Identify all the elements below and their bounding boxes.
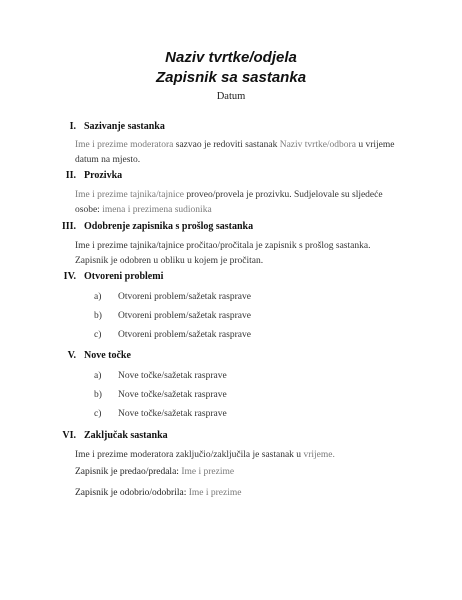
submitted-by-field [75, 467, 234, 477]
section-heading-6 [52, 430, 168, 441]
section-title: Otvoreni problemi [84, 271, 164, 282]
section-body-3 [75, 239, 397, 269]
section-heading-5 [52, 350, 131, 361]
document-title: Zapisnik sa sastanka [155, 69, 307, 86]
field-label: Zapisnik je odobrio/odobrila: [75, 488, 189, 498]
list-item-text: Nove točke/sažetak rasprave [118, 390, 227, 400]
list-item-text: Otvoreni problem/sažetak rasprave [118, 292, 251, 302]
section-title: Sazivanje sastanka [84, 121, 165, 132]
section-heading-4 [52, 271, 163, 282]
secretary-name-placeholder: Ime i prezime tajnika/tajnice [75, 190, 187, 200]
section-heading-1 [52, 121, 165, 132]
time-placeholder: vrijeme. [303, 450, 335, 460]
list-item-letter: a) [94, 292, 102, 302]
list-item-text: Nove točke/sažetak rasprave [118, 409, 227, 419]
date-label: Datum [216, 91, 246, 102]
section-title: Zaključak sastanka [84, 430, 168, 441]
section-number: V. [67, 350, 76, 361]
section-heading-2 [52, 170, 122, 181]
section-number: II. [65, 170, 76, 181]
section-number: IV. [63, 271, 76, 282]
list-item-letter: b) [94, 311, 102, 321]
section-body-2 [75, 188, 397, 218]
attendees-placeholder: imena i prezimena sudionika [102, 205, 212, 215]
section-heading-3 [52, 221, 253, 232]
moderator-name-placeholder: Ime i prezime moderatora [75, 140, 176, 150]
body-text-part: Ime i prezime moderatora zaključio/zaključila je sastanak u [75, 450, 304, 460]
field-label: Zapisnik je predao/predala: [75, 467, 182, 477]
list-item-text: Nove točke/sažetak rasprave [118, 371, 227, 381]
section-number: I. [69, 121, 76, 132]
body-text-part: sazvao je redoviti sastanak [175, 140, 280, 150]
list-item-letter: a) [94, 371, 102, 381]
body-text-part: proveo/provela je prozivku. Sudjelovale su sljedeće osobe: [75, 190, 383, 215]
section-title: Prozivka [84, 170, 123, 181]
approved-by-field [75, 488, 241, 498]
company-name-placeholder: Naziv tvrtke/odbora [279, 140, 359, 150]
section-number: VI. [62, 430, 76, 441]
body-text-part: u vrijeme datum na mjesto. [75, 140, 395, 165]
section-body-1 [75, 138, 397, 168]
list-item-letter: c) [94, 330, 102, 340]
list-item-letter: b) [94, 390, 102, 400]
list-item-letter: c) [94, 409, 102, 419]
list-item-text: Otvoreni problem/sažetak rasprave [118, 330, 251, 340]
field-value-placeholder: Ime i prezime [181, 467, 235, 477]
body-text-part: Ime i prezime tajnika/tajnice pročitao/pročitala je zapisnik s prošlog sastanka. Zapisnik je odobren u obliku u kojem je pročitan. [75, 241, 371, 266]
section-number: III. [61, 221, 76, 232]
section-body-6 [75, 448, 397, 463]
company-title: Naziv tvrtke/odjela [165, 49, 297, 66]
field-value-placeholder: Ime i prezime [188, 488, 242, 498]
list-item-text: Otvoreni problem/sažetak rasprave [118, 311, 251, 321]
section-title: Nove točke [84, 350, 131, 361]
section-title: Odobrenje zapisnika s prošlog sastanka [84, 221, 254, 232]
